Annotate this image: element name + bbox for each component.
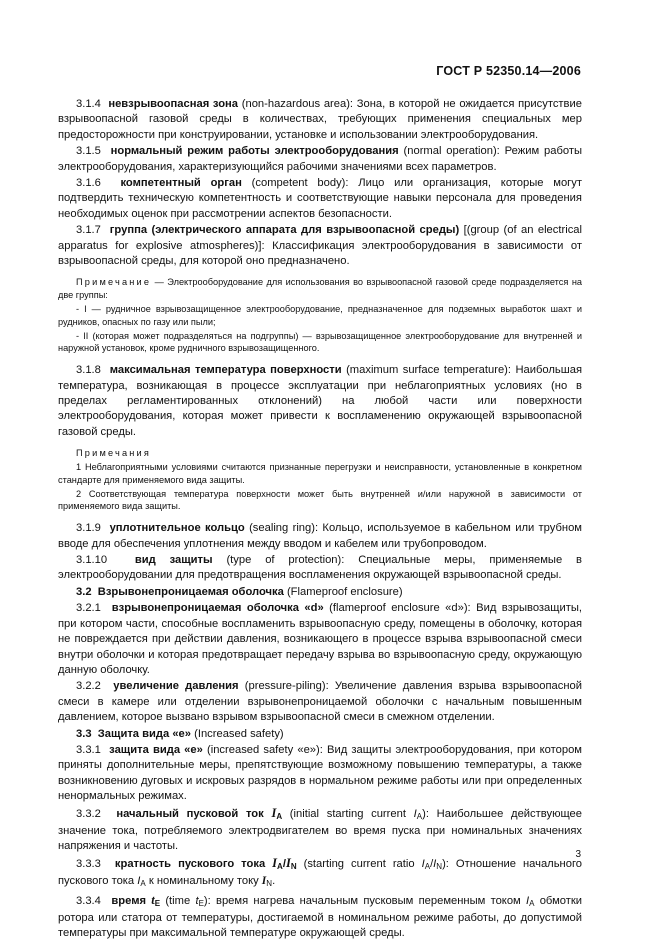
clause-3-2-2: 3.2.2 увеличение давления (pressure-piling): Увеличение давления взрыва взрывоопасной смеси в камере или отделении взрывонепроницаемой оболочки с начальным повышенным давлением, которое вызвано взрывом взрывоопасной смеси в смежном отделении. <box>58 680 582 724</box>
clause-3-1-6: 3.1.6 компетентный орган (competent body): Лицо или организация, которые могут подтвердить техническую компетентность и соответствующие навыки персонала для проведения необходимых оценок при рассмотрении аспектов безопасности. <box>58 177 582 220</box>
term: вид защиты <box>134 554 213 567</box>
clause-3-1-9: 3.1.9 уплотнительное кольцо (sealing ring): Кольцо, используемое в кабельном или трубном вводе для обеспечения уплотнения между вводом и кабелем или трубопроводом. <box>58 522 582 550</box>
note-groups: Примечание — Электрооборудование для использования во взрывоопасной газовой среде подразделяется на две группы: - I — рудничное взрывозащищенное электрооборудование, предназначенное для подземных выработок шахт и рудников, опасных по газу или пыли; - II (которая может подразделяться на подгруппы) — взрывозащищенное электрооборудование для внутренней и наружной установок, кроме рудничного взрывозащищенного. <box>58 277 582 354</box>
note-item: 1 Неблагоприятными условиями считаются признанные перегрузки и неисправности, установленные в конкретном стандарте для применяемого вида защиты. <box>58 462 582 485</box>
clause-3-2-1: 3.2.1 взрывонепроницаемая оболочка «d» (flameproof enclosure «d»): Вид взрывозащиты, при котором части, способные воспламенить взрывоопасную среду, помещены в оболочку, которая не повреждается при действии давления, возникающего в процессе взрыва взрывоопасной смеси внутри оболочки и которая предотвращает передачу взрыва во взрывоопасную среду, окружающую данную оболочку. <box>58 602 582 676</box>
term: уплотнительное кольцо <box>109 522 245 535</box>
term: начальный пусковой ток <box>116 807 272 820</box>
page-number: 3 <box>575 849 581 860</box>
note-item: - II (которая может подразделяться на подгруппы) — взрывозащищенное электрооборудование для внутренней и наружной установок, кроме рудничного взрывозащищенного. <box>58 330 582 354</box>
term: нормальный режим работы электрооборудования <box>110 145 399 158</box>
document-id-header: ГОСТ Р 52350.14—2006 <box>436 64 581 78</box>
notes-temperature <box>58 447 582 513</box>
clause-3-3-2: 3.3.2 начальный пусковой ток IA (initial starting current $I_A$): Наибольшее действующее значение тока, потребляемого электродвигателем во время пуска при номинальных значениях напряжения и частоты. <box>58 805 582 853</box>
clause-3-1-7: 3.1.7 группа (электрического аппарата для взрывоопасной среды) [(group (of an electrical apparatus for explosive atmospheres)]: Классификация электрооборудования в зависимости от взрывоопасной среды, для которой оно предназначено. <box>58 224 582 268</box>
term: взрывонепроницаемая оболочка «d» <box>111 602 324 615</box>
clause-3-1-4: 3.1.4 невзрывоопасная зона (non-hazardous area): Зона, в которой не ожидается присутствие взрывоопасной газовой среды в количествах, требующих применения специальных мер предосторожности при конструировании, установке и использовании электрооборудования. <box>58 98 582 141</box>
term: увеличение давления <box>113 680 239 693</box>
clause-3-3-3: 3.3.3 кратность пускового тока IA/IN (starting current ratio $I_A/I_N$): Отношение начального пускового тока $I_A$ к номинальному току $I_N$. <box>58 855 582 889</box>
term: максимальная температура поверхности <box>109 364 342 377</box>
section-3-3-heading: 3.3 Защита вида «е» (Increased safety) <box>76 727 284 740</box>
clause-3-1-10: 3.1.10 вид защиты (type of protection): Специальные меры, применяемые в электрооборудовании для предотвращения воспламенения окружающей взрывоопасной среды. <box>58 554 582 582</box>
section-3-2-heading: 3.2 Взрывонепроницаемая оболочка (Flameproof enclosure) <box>76 585 403 598</box>
clause-3-1-5: 3.1.5 нормальный режим работы электрооборудования (normal operation): Режим работы электрооборудования, характеризующийся рабочими значениями всех параметров. <box>58 145 583 173</box>
note-label: Примечание <box>76 277 152 288</box>
clause-3-1-8: 3.1.8 максимальная температура поверхности (maximum surface temperature): Наибольшая температура, возникающая в процессе эксплуатации при неблагоприятных условиях (но в пределах регламентированных отклонений) на любой части или поверхности электрооборудования, которая может привести к воспламенению окружающей взрывоопасной газовой среды. <box>58 364 583 438</box>
term: время <box>111 894 152 907</box>
note-item: 2 Соответствующая температура поверхности может быть внутренней и/или наружной в зависимости от применяемого вида защиты. <box>58 488 582 512</box>
note-item: - I — рудничное взрывозащищенное электрооборудование, предназначенное для подземных выработок шахт и рудников, опасных по газу или пыли; <box>58 304 582 327</box>
term: компетентный орган <box>120 177 242 190</box>
term: кратность пускового тока <box>114 857 273 870</box>
note-label: Примечания <box>76 448 152 459</box>
term: невзрывоопасная зона <box>108 98 239 110</box>
term: группа (электрического аппарата для взрывоопасной среды) <box>109 224 460 237</box>
clause-3-3-4: 3.3.4 время tE (time $t_E$): время нагрева начальным пусковым переменным током $I_A$ обмотки ротора или статора от температуры, достигаемой в номинальном режиме работы, до допустимой температуры при максимальной температуре окружающей среды. <box>58 892 583 940</box>
document-body <box>58 97 582 943</box>
term: защита вида «е» <box>109 743 203 756</box>
clause-3-3-1: 3.3.1 защита вида «е» (increased safety «е»): Вид защиты электрооборудования, при котором приняты дополнительные меры, препятствующие возможному повышению температуры, а также возникновению дуговых и искровых разрядов в нормальном режиме работы или при определенных ненормальных режимах. <box>58 743 582 803</box>
